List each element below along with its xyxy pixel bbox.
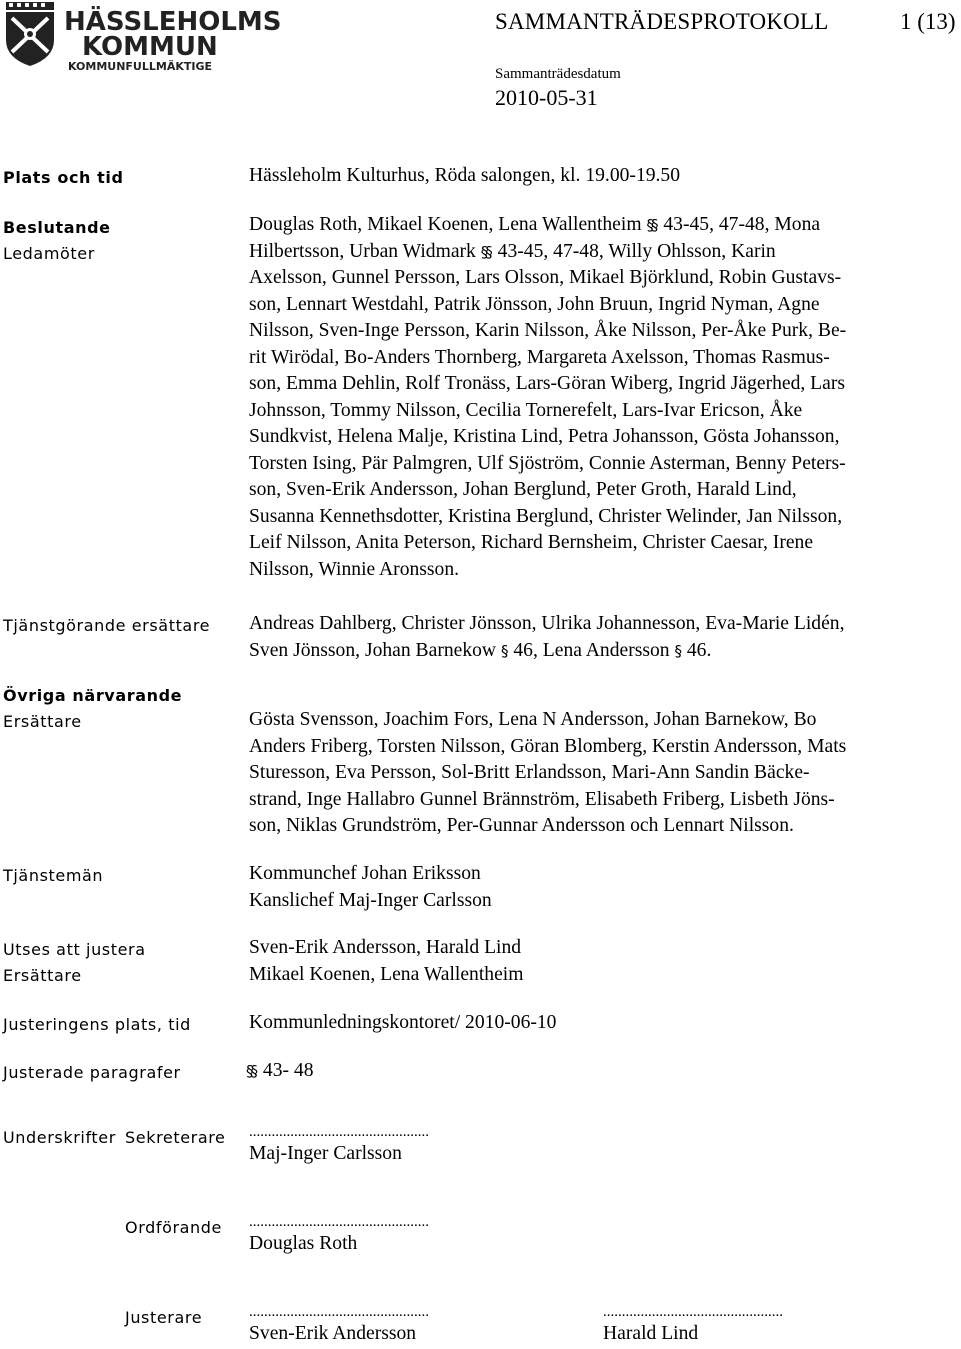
members-line: Hilbertsson, Urban Widmark §§ 43-45, 47-48, Willy Ohlsson, Karin — [249, 240, 776, 262]
place-time-value: Hässleholm Kulturhus, Röda salongen, kl. 19.00-19.50 — [249, 165, 681, 186]
others-line: Sturesson, Eva Persson, Sol-Britt Erlandsson, Mari-Ann Sandin Bäcke- — [249, 762, 810, 783]
page-number: 1 (13) — [900, 9, 956, 34]
adjuster1-signature — [249, 1303, 589, 1348]
meeting-date-label: Sammanträdesdatum — [495, 66, 621, 82]
members-line: Nilsson, Sven-Inge Persson, Karin Nilsson, Åke Nilsson, Per-Åke Purk, Be- — [249, 320, 847, 341]
logo-line1: HÄSSLEHOLMS — [64, 7, 282, 37]
substitutes-line: Andreas Dahlberg, Christer Jönsson, Ulrika Johannesson, Eva-Marie Lidén, — [249, 613, 845, 634]
signature-line: ................................................ — [603, 1304, 783, 1320]
members-line: Leif Nilsson, Anita Peterson, Richard Bernsheim, Christer Caesar, Irene — [249, 532, 814, 553]
adjusted-paragraphs-label: Justerade paragrafer — [3, 1063, 181, 1082]
adjuster-line: Sven-Erik Andersson, Harald Lind — [249, 937, 522, 958]
adjusters-list — [249, 935, 961, 988]
others-substitutes-label: Ersättare — [3, 712, 82, 731]
adjustment-place-value: Kommunledningskontoret/ 2010-06-10 — [249, 1012, 557, 1033]
secretary-label: Sekreterare — [125, 1128, 226, 1147]
secretary-signature — [249, 1123, 961, 1168]
adjuster2-name: Harald Lind — [603, 1323, 699, 1344]
paragraph-symbol: § — [674, 641, 679, 660]
members-line: Axelsson, Gunnel Persson, Lars Olsson, Mikael Björklund, Robin Gustavs- — [249, 267, 842, 288]
members-line: son, Lennart Westdahl, Patrik Jönsson, John Bruun, Ingrid Nyman, Agne — [249, 293, 820, 315]
adjuster1-name: Sven-Erik Andersson — [249, 1323, 417, 1344]
official-line: Kanslichef Maj-Inger Carlsson — [249, 889, 492, 911]
members-line: son, Sven-Erik Andersson, Johan Berglund, Peter Groth, Harald Lind, — [249, 479, 797, 500]
substitutes-line: Sven Jönsson, Johan Barnekow § 46, Lena Andersson § 46. — [249, 639, 712, 661]
signature-line: ................................................ — [249, 1124, 429, 1140]
adjusters-substitutes-label: Ersättare — [3, 966, 82, 985]
adjusters-label: Utses att justera — [3, 940, 146, 959]
adjuster-line: Mikael Koenen, Lena Wallentheim — [249, 963, 524, 985]
members-line: son, Emma Dehlin, Rolf Tronäss, Lars-Göran Wiberg, Ingrid Jägerhed, Lars — [249, 373, 845, 394]
place-time-label: Plats och tid — [3, 168, 124, 187]
members-list — [249, 212, 961, 583]
paragraph-symbol: §§ — [480, 242, 490, 261]
members-line: Torsten Ising, Pär Palmgren, Ulf Sjöström, Connie Asterman, Benny Peters- — [249, 452, 846, 474]
signature-line: ................................................ — [249, 1304, 429, 1320]
adjuster-signature-label: Justerare — [125, 1308, 203, 1327]
official-line: Kommunchef Johan Eriksson — [249, 863, 481, 884]
signatures-label: Underskrifter — [3, 1128, 116, 1147]
members-line: Susanna Kennethsdotter, Kristina Berglund, Christer Welinder, Jan Nilsson, — [249, 505, 843, 527]
paragraph-symbol: §§ — [646, 216, 656, 234]
others-present-list — [249, 707, 961, 840]
coat-of-arms-icon — [6, 2, 54, 66]
members-line: Sundkvist, Helena Malje, Kristina Lind, Petra Johansson, Gösta Johansson, — [249, 426, 840, 447]
logo-line2: KOMMUN — [82, 32, 218, 62]
members-line: rit Wirödal, Bo-Anders Thornberg, Margareta Axelsson, Thomas Rasmus- — [249, 346, 830, 368]
serving-substitutes-list — [249, 611, 961, 664]
paragraph-symbol: §§ — [246, 1062, 255, 1080]
document-title: SAMMANTRÄDESPROTOKOLL — [495, 9, 829, 34]
members-line: Johnsson, Tommy Nilsson, Cecilia Tornerefelt, Lars-Ivar Ericson, Åke — [249, 399, 803, 421]
serving-substitutes-label: Tjänstgörande ersättare — [3, 616, 211, 635]
meeting-date: 2010-05-31 — [495, 85, 598, 110]
others-present-label: Övriga närvarande — [3, 686, 183, 705]
logo-line3: KOMMUNFULLMÄKTIGE — [68, 60, 212, 73]
others-line: Gösta Svensson, Joachim Fors, Lena N Andersson, Johan Barnekow, Bo — [249, 709, 817, 730]
paragraph-symbol: § — [500, 641, 506, 660]
chair-signature — [249, 1213, 961, 1258]
members-line: Nilsson, Winnie Aronsson. — [249, 558, 460, 580]
secretary-name: Maj-Inger Carlsson — [249, 1143, 402, 1164]
chair-label: Ordförande — [125, 1218, 222, 1237]
members-line: Douglas Roth, Mikael Koenen, Lena Wallentheim §§ 43-45, 47-48, Mona — [249, 214, 821, 235]
adjusted-paragraphs-value: §§ 43- 48 — [246, 1060, 314, 1081]
others-line: son, Niklas Grundström, Per-Gunnar Andersson och Lennart Nilsson. — [249, 815, 794, 836]
others-line: Anders Friberg, Torsten Nilsson, Göran Blomberg, Kerstin Andersson, Mats — [249, 735, 847, 757]
others-line: strand, Inge Hallabro Gunnel Brännström, Elisabeth Friberg, Lisbeth Jöns- — [249, 788, 835, 810]
decision-makers-label: Beslutande — [3, 218, 111, 237]
municipality-logo — [2, 0, 282, 73]
adjuster2-signature — [603, 1303, 943, 1348]
officials-list — [249, 861, 961, 914]
chair-name: Douglas Roth — [249, 1233, 358, 1254]
members-label: Ledamöter — [3, 244, 95, 263]
officials-label: Tjänstemän — [3, 866, 104, 885]
adjustment-place-label: Justeringens plats, tid — [3, 1015, 191, 1034]
signature-line: ................................................ — [249, 1214, 429, 1230]
